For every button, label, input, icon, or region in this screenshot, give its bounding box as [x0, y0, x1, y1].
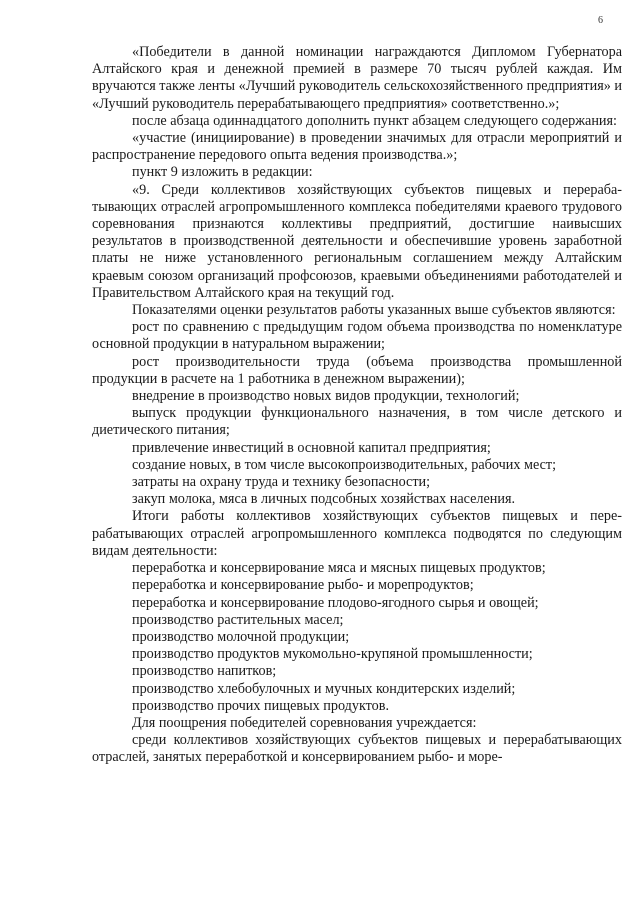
- list-item: производство прочих пищевых продуктов.: [132, 697, 390, 714]
- list-item: рост по сравнению с предыдущим годом объема производства по номенклатуре основной продукции в натуральном выражении;: [92, 319, 622, 353]
- list-item: закуп молока, мяса в личных подсобных хозяйствах населения.: [132, 491, 516, 508]
- list-item: производство хлебобулочных и мучных кондитерских изделий;: [132, 680, 516, 697]
- paragraph: пункт 9 изложить в редакции:: [132, 164, 313, 181]
- paragraph: среди коллективов хозяйствующих субъектов пищевых и перерабатывающих отраслей, занятых переработкой и консервированием рыбо- и море-: [92, 732, 622, 766]
- paragraph: Итоги работы коллективов хозяйствующих субъектов пищевых и перерабатывающих отраслей агропромышленного комплекса подводятся по следующим видам деятельности:: [92, 508, 622, 559]
- list-item: затраты на охрану труда и технику безопасности;: [132, 474, 431, 491]
- list-item: производство продуктов мукомольно-крупяной промышленности;: [132, 646, 533, 663]
- paragraph: Для поощрения победителей соревнования учреждается:: [132, 714, 477, 731]
- list-item: внедрение в производство новых видов продукции, технологий;: [132, 388, 520, 405]
- paragraph: после абзаца одиннадцатого дополнить пункт абзацем следующего содержания:: [132, 112, 617, 129]
- list-item: производство напитков;: [132, 663, 277, 680]
- list-item: переработка и консервирование мяса и мясных пищевых продуктов;: [132, 560, 546, 577]
- page-number: 6: [598, 15, 603, 26]
- list-item: выпуск продукции функционального назначения, в том числе детского и диетического питания;: [92, 405, 622, 439]
- paragraph: «участие (инициирование) в проведении значимых для отрасли мероприятий и распространение передового опыта ведения производства.»;: [92, 130, 622, 164]
- list-item: привлечение инвестиций в основной капитал предприятия;: [132, 439, 491, 456]
- list-item: рост производительности труда (объема производства промышленной продукции в расчете на 1 работника в денежном выражении);: [92, 353, 622, 387]
- list-item: переработка и консервирование плодово-ягодного сырья и овощей;: [132, 594, 539, 611]
- list-item: производство молочной продукции;: [132, 628, 350, 645]
- list-item: производство растительных масел;: [132, 611, 344, 628]
- list-item: переработка и консервирование рыбо- и морепродуктов;: [132, 577, 474, 594]
- paragraph: «Победители в данной номинации награждаются Дипломом Губернатора Алтайского края и денежной премией в размере 70 тысяч рублей каждая. Им вручаются также ленты «Лучший руководитель сельскохозяйственного предприятия» и «Лучший руководитель перерабатывающего предприятия» соответственно.»;: [92, 44, 622, 112]
- list-item: создание новых, в том числе высокопроизводительных, рабочих мест;: [132, 456, 557, 473]
- document-body: [92, 44, 622, 767]
- paragraph: «9. Среди коллективов хозяйствующих субъектов пищевых и перерабатывающих отраслей агропромышленного комплекса победителями краевого трудового соревнования признаются коллективы предприятий, достигшие наивысших результатов в производственной деятельности и обеспечившие уровень заработной платы не ниже установленного региональным соглашением между Алтайским краевым союзом организаций профсоюзов, краевыми объединениями работодателей и Правительством Алтайского края на текущий год.: [92, 181, 622, 301]
- paragraph: Показателями оценки результатов работы указанных выше субъектов являются:: [132, 302, 616, 319]
